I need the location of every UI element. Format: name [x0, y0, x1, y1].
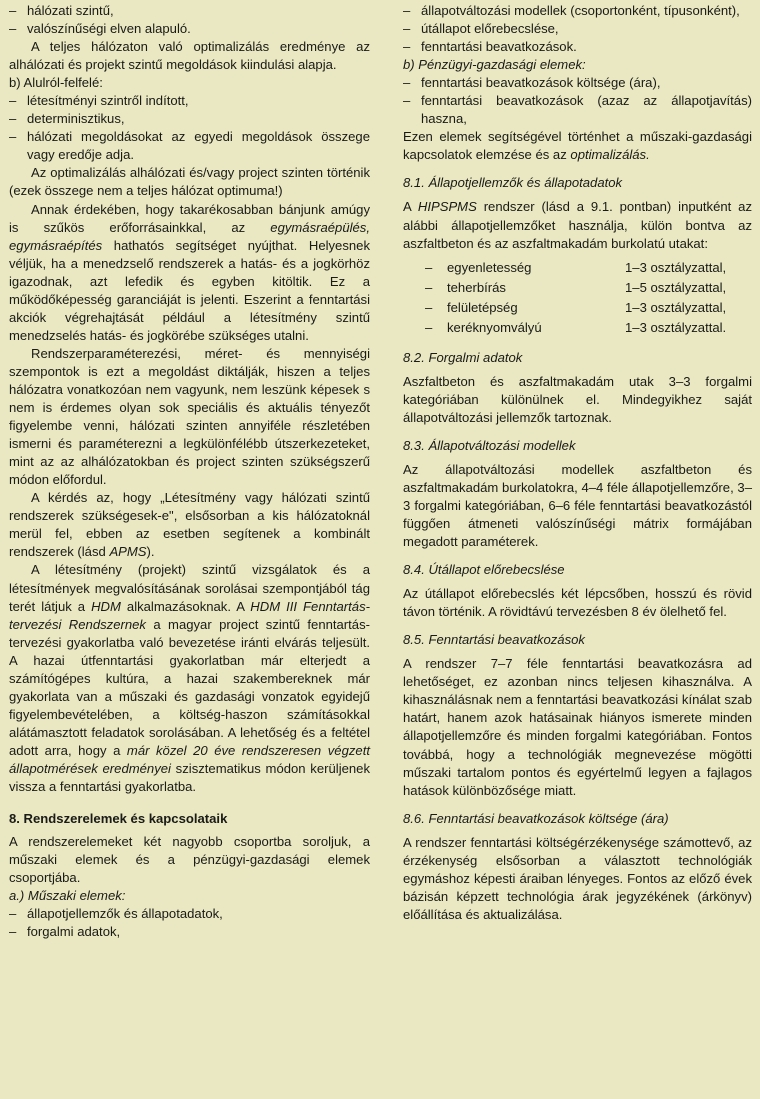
table-row: – felületépség 1–3 osztályzattal,: [425, 299, 727, 315]
list-item: – valószínűségi elven alapuló.: [9, 21, 191, 37]
paragraph: A rendszer 7–7 féle fenntartási beavatkozásra ad lehetőséget, ez azonban nincs teljesen kihasználva. A kihasználásnak nem a fenntartási beavatkozási kínálat szab határt, hanem azok hatásainak hiányos ismerete minden állapotjellemzőre és minden forgalmi kategóriában. Fontos továbbá, hogy a technológiák megnevezése mögötti műszaki tartalom pontos és egyértelmű legyen a fajlagos hatások különbözősége miatt.: [403, 656, 752, 798]
table-row: – keréknyomvályú 1–3 osztályzattal.: [425, 319, 727, 335]
right-column: [403, 2, 752, 924]
list-heading: b) Alulról-felfelé:: [9, 75, 103, 91]
table-row: – egyenletesség 1–3 osztályzattal,: [425, 259, 727, 275]
section-heading: 8. Rendszerelemek és kapcsolataik: [9, 811, 228, 827]
list-heading: b) Pénzügyi-gazdasági elemek:: [403, 57, 586, 73]
section-heading: 8.4. Útállapot előrebecslése: [403, 562, 565, 578]
list-item: – állapotjellemzők és állapotadatok,: [9, 906, 223, 922]
parameter-table: [425, 259, 726, 339]
paragraph: A teljes hálózaton való optimalizálás eredménye az alhálózati és projekt szintű megoldások kiindulási alapja.: [9, 39, 370, 73]
section-heading: 8.5. Fenntartási beavatkozások: [403, 632, 585, 648]
paragraph: Az optimalizálás alhálózati és/vagy project szinten történik (ezek összege nem a teljes hálózat optimuma!): [9, 165, 370, 199]
list-item: – determinisztikus,: [9, 111, 125, 127]
section-heading: 8.2. Forgalmi adatok: [403, 349, 523, 365]
paragraph: A HIPSPMS rendszer (lásd a 9.1. pontban) inputként az alábbi állapotjellemzőket használja, külön bontva az aszfaltbeton és az aszfaltmakadám burkolatú utakat:: [403, 199, 753, 251]
list-item: – fenntartási beavatkozások (azaz az állapotjavítás) haszna,: [403, 93, 752, 127]
list-item: – hálózati szintű,: [9, 3, 114, 18]
paragraph: Annak érdekében, hogy takarékosabban bánjunk amúgy is szűkös erőforrásainkkal, az egymásraépülés, egymásraépítés hathatós segítséget nyújthat. Helyesnek véljük, ha a menedzselő rendszerek a hatás- és a jogkörhöz igazodnak, azt lefedik és egyben kitöltik. Ez a működőképesség garanciáját is jelenti. Eszerint a fenntartási akciók végrehajtását például a létesítmény szintű menedzselés hatás- és jogkörébe szükséges utalni.: [9, 201, 370, 343]
table-row: – teherbírás 1–5 osztályzattal,: [425, 279, 727, 295]
paragraph: A létesítmény (projekt) szintű vizsgálatok és a létesítmények megvalósításának sorolásai szempontjából tág terét látjuk a HDM alkalmazásoknak. A HDM III Fenntartás-tervezési Rendszernek a magyar project szintű fenntartás-tervezési gyakorlatba való bevezetése iránti elvárás teljesült. A hazai útfenntartási gyakorlatban már elterjedt a számítógépes kultúra, a hazai szakembereknek már gyakorlata van a műszaki és gazdasági vonzatok egyidejű figyelembevételében, a költség-haszon számításokkal alátámasztott feladatok sorolásában. A lehetőség és a feltétel adott arra, hogy a már közel 20 éve rendszeresen végzett állapotmérések eredményei szisztematikus módon kerüljenek vissza a fenntartási gyakorlatba.: [9, 562, 370, 795]
list-item: – útállapot előrebecslése,: [403, 21, 559, 37]
list-item: – létesítményi szintről indított,: [9, 93, 189, 109]
paragraph: Rendszerparaméterezési, méret- és mennyiségi szempontok is ezt a megoldást diktálják, hiszen a teljes hálózatra vonatkozóan nem vagyunk, nem leszünk képesek s nem is érdemes olyan sok speciális és aktuális tényezőt figyelembe venni, hálózati szinten annyiféle részletében ismerni és paraméterezni a legkülönfélébb útszerkezeteket, mint az az alhálózatokban és project szinten szükségszerű módon előfordul.: [9, 345, 370, 488]
paragraph: A kérdés az, hogy „Létesítmény vagy hálózati szintű rendszerek szükségesek-e", elsősorban a kis hálózatoknál merül fel, ebben az esetben segítenek a kombinált rendszerek (lásd APMS).: [9, 490, 370, 560]
paragraph: Az állapotváltozási modellek aszfaltbeton és aszfaltmakadám burkolatokra, 4–4 féle állapotjellemzőre, 3–3 forgalmi kategóriában, 6–6 féle fenntartási beavatkozástól függően átmeneti valószínűségi mátrix formájában megadott paraméterek.: [403, 461, 752, 550]
list-heading: a.) Műszaki elemek:: [9, 888, 126, 904]
list-item: – fenntartási beavatkozások költsége (ára),: [403, 75, 661, 91]
list-item: – forgalmi adatok,: [9, 924, 121, 940]
section-heading: 8.6. Fenntartási beavatkozások költsége (ára): [403, 810, 669, 826]
list-item: – fenntartási beavatkozások.: [403, 39, 577, 55]
paragraph: A rendszer fenntartási költségérzékenysége számottevő, az érzékenység elsősorban a választott technológiák egymáshoz képesti áraiban lényeges. Fontos az előző évek bázisán képzett technológia árak jegyzékének (árkönyv) előállítása és aktualizálása.: [403, 834, 752, 922]
section-heading: 8.1. Állapotjellemzők és állapotadatok: [403, 175, 623, 191]
paragraph: Ezen elemek segítségével történhet a műszaki-gazdasági kapcsolatok elemzése és az optimalizálás.: [403, 129, 752, 163]
list-item: – hálózati megoldásokat az egyedi megoldások összege vagy eredője adja.: [9, 129, 370, 163]
paragraph: Az útállapot előrebecslés két lépcsőben, hosszú és rövid távon történik. A rövidtávú tervezésben 8 év ölelhető fel.: [403, 586, 752, 620]
section-heading: 8.3. Állapotváltozási modellek: [403, 437, 576, 453]
left-column: [9, 2, 370, 941]
list-item: – állapotváltozási modellek (csoportonként, típusonként),: [403, 3, 740, 18]
paragraph: A rendszerelemeket két nagyobb csoportba soroljuk, a műszaki elemek és a pénzügyi-gazdasági elemek csoportjába.: [9, 834, 370, 886]
paragraph: Aszfaltbeton és aszfaltmakadám utak 3–3 forgalmi kategóriában különülnek el. Mindegyikhez saját állapotváltozási jellemzők tartoznak.: [403, 373, 752, 425]
